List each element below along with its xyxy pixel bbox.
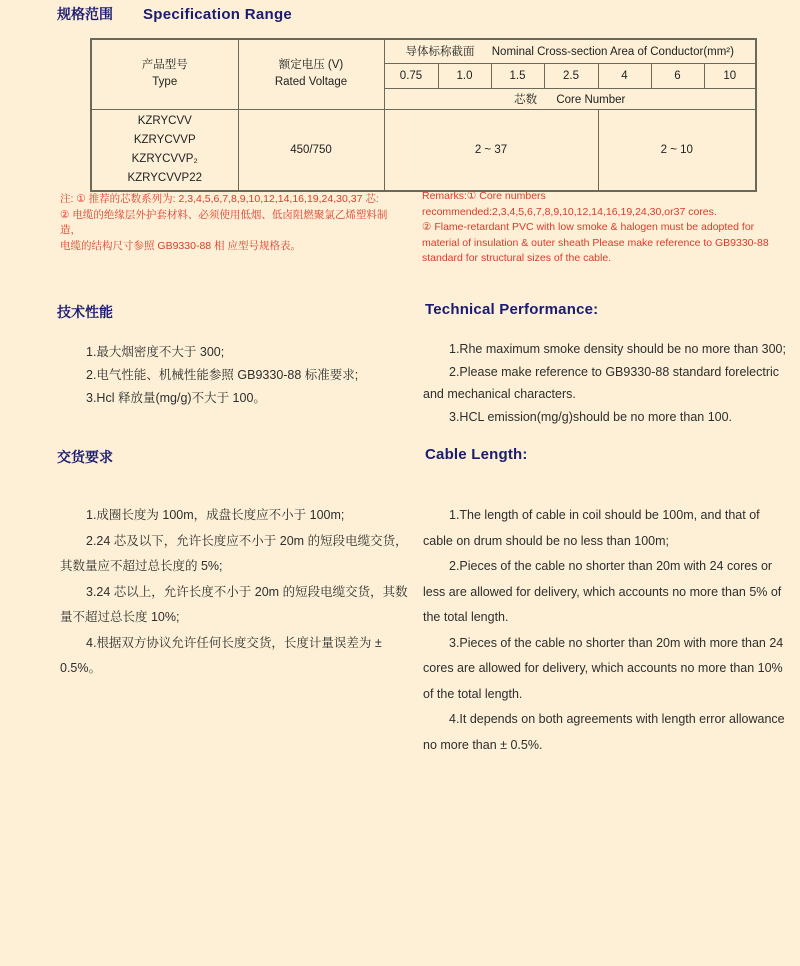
size-cell: 2.5 xyxy=(544,63,598,88)
list-item: 1.The length of cable in coil should be 100m, and that of cable on drum should be no less than 100m; xyxy=(423,508,760,548)
page-title xyxy=(57,4,292,24)
voltage-header-zh: 额定电压 (V) xyxy=(278,59,344,72)
technical-list-zh xyxy=(60,341,408,410)
rated-voltage-header-cell xyxy=(238,39,384,109)
list-item: 3.Pieces of the cable no shorter than 20m with more than 24 cores are allowed for delivery, which accounts no more than 10% of the total length. xyxy=(423,635,784,701)
list-item: 3.24 芯以上，允许长度不小于 20m 的短段电缆交货，其数量不超过总长度 10%; xyxy=(60,584,408,624)
core-number-zh: 芯数 xyxy=(514,93,538,106)
list-item: 1.Rhe maximum smoke density should be no more than 300; xyxy=(449,342,786,356)
rated-voltage-value-cell: 450/750 xyxy=(238,109,384,191)
note-line: 电缆的结构尺寸参照 GB9330-88 相 应型号规格表。 xyxy=(60,239,301,252)
note-line: ② 电缆的绝缘层外护套材料、必须使用低烟、低卤阻燃聚氯乙烯塑料制造， xyxy=(60,208,388,236)
list-item: 2.24 芯及以下，允许长度应不小于 20m 的短段电缆交货，其数量应不超过总长度的 5%; xyxy=(60,533,408,573)
voltage-header-en: Rated Voltage xyxy=(274,76,348,89)
specification-table xyxy=(90,38,757,192)
size-cell: 4 xyxy=(598,63,651,88)
list-item: 4.It depends on both agreements with length error allowance no more than ± 0.5%. xyxy=(423,712,785,752)
list-item: 3.HCL emission(mg/g)should be no more than 100. xyxy=(449,409,733,424)
table-row xyxy=(91,109,756,191)
list-item: 1.成圈长度为 100m，成盘长度应不小于 100m; xyxy=(86,508,345,522)
core-number-en: Core Number xyxy=(556,93,626,106)
list-item: 2.Pieces of the cable no shorter than 20m with 24 cores or less are allowed for delivery, which accounts no more than 5% of the total length. xyxy=(423,559,782,624)
size-cell: 1.0 xyxy=(438,63,491,88)
list-item: 3.Hcl 释放量(mg/g)不大于 100。 xyxy=(86,391,266,405)
product-header-en: Type xyxy=(152,76,178,89)
size-cell: 1.5 xyxy=(491,63,544,88)
technical-heading-zh: 技术性能 xyxy=(57,304,113,320)
note-line: 注: ① 推荐的芯数系列为: 2,3,4,5,6,7,8,9,10,12,14,16,19,24,30,37 芯: xyxy=(60,193,379,205)
size-cell: 10 xyxy=(704,63,756,88)
delivery-list-zh xyxy=(60,503,408,682)
list-item: 1.最大烟密度不大于 300; xyxy=(86,345,225,359)
core-range-large-cell: 2 ~ 10 xyxy=(598,109,756,191)
note-item: Remarks:① Core numbers recommended:2,3,4,5,6,7,8,9,10,12,14,16,19,24,30,or37 cores. xyxy=(422,190,717,218)
technical-list-en xyxy=(423,338,787,428)
size-cell: 0.75 xyxy=(384,63,438,88)
technical-heading-en: Technical Performance: xyxy=(425,301,599,318)
remarks-note-zh xyxy=(60,192,408,254)
product-models-cell xyxy=(91,109,238,191)
core-number-header-cell xyxy=(384,88,756,109)
conductor-header-en: Nominal Cross-section Area of Conductor(mm²) xyxy=(491,46,734,59)
remarks-note-en xyxy=(422,189,786,267)
product-header-zh: 产品型号 xyxy=(141,59,188,72)
product-model: KZRYCVVP₂ xyxy=(131,152,198,165)
product-model: KZRYCVVP xyxy=(133,133,196,146)
list-item: 4.根据双方协议允许任何长度交货，长度计量误差为 ± 0.5%。 xyxy=(60,635,382,675)
list-item: 2.电气性能、机械性能参照 GB9330-88 标准要求; xyxy=(86,368,359,382)
conductor-header-zh: 导体标称截面 xyxy=(405,46,475,59)
delivery-list-en xyxy=(423,503,787,758)
delivery-heading-zh: 交货要求 xyxy=(57,449,113,465)
page-title-en: Specification Range xyxy=(143,6,293,23)
core-range-small-cell: 2 ~ 37 xyxy=(384,109,598,191)
delivery-heading-en: Cable Length: xyxy=(425,446,528,463)
product-model: KZRYCVV xyxy=(137,114,192,127)
list-item: 2.Please make reference to GB9330-88 standard forelectric and mechanical characters. xyxy=(423,364,780,401)
size-cell: 6 xyxy=(651,63,704,88)
conductor-area-header-cell xyxy=(384,39,756,63)
note-item: ② Flame-retardant PVC with low smoke & halogen must be adopted for material of insulation & outer sheath Please make reference to GB9330-88 standard for structural sizes of the cable. xyxy=(422,221,769,264)
product-type-header-cell xyxy=(91,39,238,109)
page-title-zh: 规格范围 xyxy=(57,6,113,22)
product-model: KZRYCVVP22 xyxy=(127,171,203,184)
